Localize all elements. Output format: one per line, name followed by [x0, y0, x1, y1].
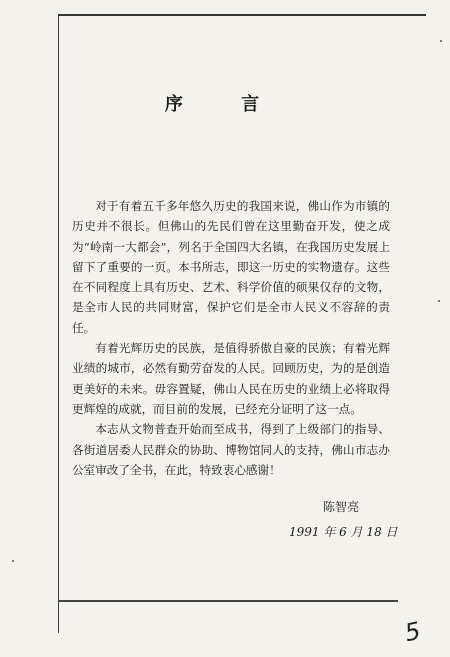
paragraph-2: 有着光辉历史的民族，是值得骄傲自豪的民族；有着光辉业绩的城市，必然有勤劳奋发的人民。回顾历史，为的是创造更美好的未来。毋容置疑，佛山人民在历史的业绩上必将取得更辉煌的成就，而目前的发展，已经充分证明了这一点。	[72, 341, 390, 416]
author-signature: 陈智亮	[323, 500, 360, 514]
page-number: 5	[402, 616, 424, 648]
bottom-rule	[58, 600, 398, 602]
scan-speckle	[438, 300, 440, 302]
page-title: 序 言	[164, 94, 286, 115]
top-rule	[58, 14, 426, 16]
scan-speckle	[440, 40, 442, 42]
signature-date: 1991 年 6 月 18 日	[289, 525, 398, 539]
paragraph-1: 对于有着五千多年悠久历史的我国来说，佛山作为市镇的历史并不很长。但佛山的先民们曾在这里勤奋开发，使之成为“岭南一大都会”，列名于全国四大名镇，在我国历史发展上留下了重要的一页。本书所志，即这一历史的实物遗存。这些在不同程度上具有历史、艺术、科学价值的硕果仅存的文物，是全市人民的共同财富，保护它们是全市人民义不容辞的责任。	[72, 199, 390, 335]
scan-speckle	[12, 560, 14, 562]
preface-body	[72, 196, 390, 480]
paragraph-3: 本志从文物普查开始而至成书，得到了上级部门的指导、各街道居委人民群众的协助、博物馆同人的支持，佛山市志办公室审改了全书，在此，特致衷心感谢！	[72, 422, 390, 477]
